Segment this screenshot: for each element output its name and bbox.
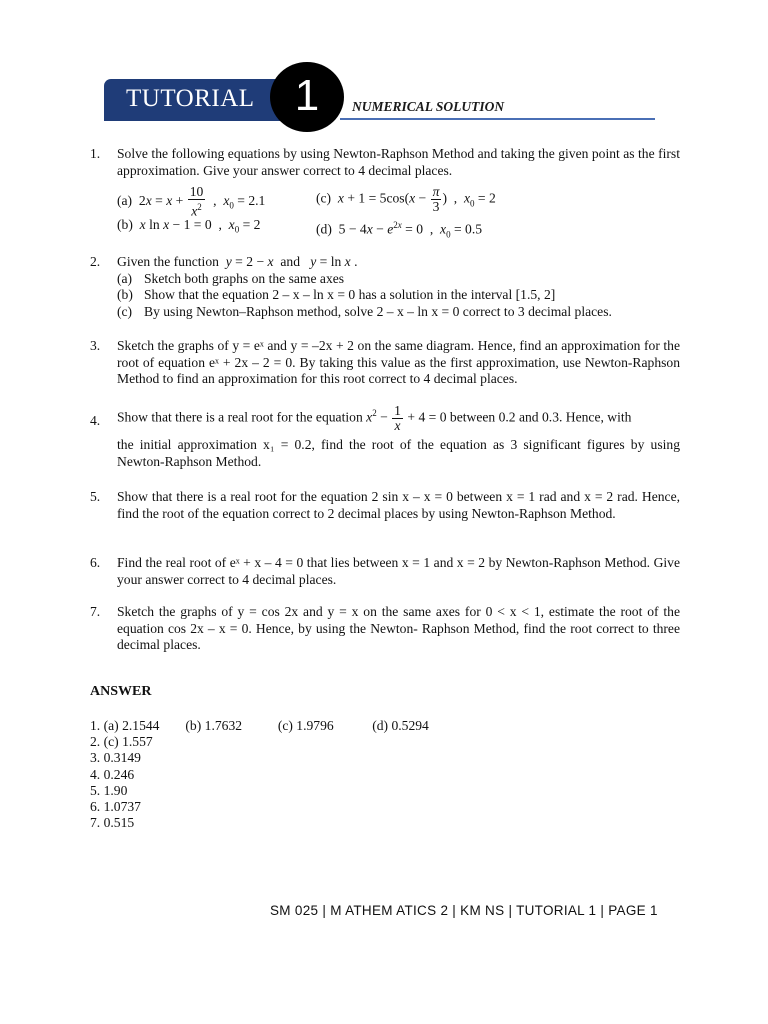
answer-line-3: 3. 0.3149 <box>90 750 141 766</box>
equation-a: (a) 2x = x + $\frac{10}{x^2}$ , $x_0 = 2.1$ <box>117 184 266 219</box>
question-intro: Given the function <box>117 254 219 269</box>
tutorial-number-badge: 1 <box>270 62 344 132</box>
sub-part-b: (b) Show that the equation 2 – x – ln x = 0 has a solution in the interval [1.5, 2] <box>117 287 556 302</box>
tutorial-header <box>104 62 664 128</box>
question-text-line1: Show that there is a real root for the equation $x^2$ − $\frac{1}{x}$ + 4 = 0 between 0.2 and 0.3. Hence, with <box>117 403 632 433</box>
question-number: 1. <box>90 146 101 161</box>
tutorial-banner <box>104 79 292 121</box>
question-5 <box>90 489 680 522</box>
question-2 <box>90 254 680 320</box>
sub-part-c: (c) By using Newton–Raphson method, solve 2 – x – ln x = 0 correct to 3 decimal places. <box>117 303 612 319</box>
question-number: 6. <box>90 555 101 570</box>
answer-line-5: 5. 1.90 <box>90 782 128 798</box>
question-text: Sketch the graphs of y = cos 2x and y = x on the same axes for 0 < x < 1, estimate the root of the equation cos 2x – x = 0. Hence, by using the Newton- Raphson Method, find the root correct to three decimal places. <box>117 604 680 652</box>
answer-line-2: 2. (c) 1.557 <box>90 734 153 750</box>
question-text: Given the function y = 2 − x and y = ln x . <box>117 254 358 269</box>
question-7 <box>90 604 680 654</box>
answer-heading: ANSWER <box>90 684 152 699</box>
question-text-line2: the initial approximation x₁ = 0.2, find the root of the equation as 3 significant figures by using Newton-Raphson Method. <box>117 437 680 469</box>
question-text: Solve the following equations by using Newton-Raphson Method and taking the given point as the first approximation. Give your answer correct to 4 decimal places. <box>117 146 680 178</box>
equation-row-2 <box>117 217 680 240</box>
fraction: $\frac{\pi}{3}$ <box>432 184 440 214</box>
question-3 <box>90 338 680 388</box>
question-number: 3. <box>90 338 101 353</box>
equation-d: (d) $5 - 4x - e^{2x} = 0$ , $x_0 = 0.5$ <box>316 220 483 240</box>
question-text: Show that there is a real root for the equation 2 sin x – x = 0 between x = 1 rad and x = 2 rad. Hence, find the root of the equation correct to 2 decimal places by using Newton-Raphson Method. <box>117 489 680 521</box>
answer-line-1: 1. (a) 2.1544 (b) 1.7632 (c) 1.9796 (d) 0.5294 <box>90 718 429 733</box>
question-number: 7. <box>90 604 101 619</box>
question-text: Sketch the graphs of y = eˣ and y = –2x + 2 on the same diagram. Hence, find an approximation for the root of equation eˣ + 2x – 2 = 0. By taking this value as the first approximation, use Newton-Raphson Method to find an approximation for this root correct to 4 decimal places. <box>117 338 680 386</box>
question-1 <box>90 146 680 240</box>
question-number: 4. <box>90 413 101 428</box>
answer-line-6: 6. 1.0737 <box>90 799 141 815</box>
question-text: Find the real root of eˣ + x – 4 = 0 that lies between x = 1 and x = 2 by Newton-Raphson Method. Give your answer correct to 4 decimal places. <box>117 555 680 587</box>
header-rule <box>340 118 655 120</box>
answer-line-7: 7. 0.515 <box>90 815 135 831</box>
equation-c: (c) x + 1 = 5cos(x − $\frac{\pi}{3}$ ) , $x_0 = 2$ <box>316 184 496 214</box>
banner-title: TUTORIAL <box>126 85 255 112</box>
answer-list <box>90 718 429 831</box>
equation-row-1 <box>117 183 680 217</box>
question-4 <box>90 404 680 470</box>
question-number: 5. <box>90 489 101 504</box>
sub-part-a: (a) Sketch both graphs on the same axes <box>117 270 345 286</box>
fraction: $\frac{1}{x}$ <box>394 403 401 433</box>
fraction: $\frac{10}{x^2}$ <box>189 184 204 219</box>
tutorial-subtitle: NUMERICAL SOLUTION <box>352 99 505 114</box>
page-footer: SM 025 | M ATHEM ATICS 2 | KM NS | TUTORIAL 1 | PAGE 1 <box>270 903 658 918</box>
question-number: 2. <box>90 254 101 269</box>
answer-line-4: 4. 0.246 <box>90 766 135 782</box>
question-6 <box>90 555 680 588</box>
equation-b: (b) x ln x − 1 = 0 , $x_0 = 2$ <box>117 217 261 235</box>
